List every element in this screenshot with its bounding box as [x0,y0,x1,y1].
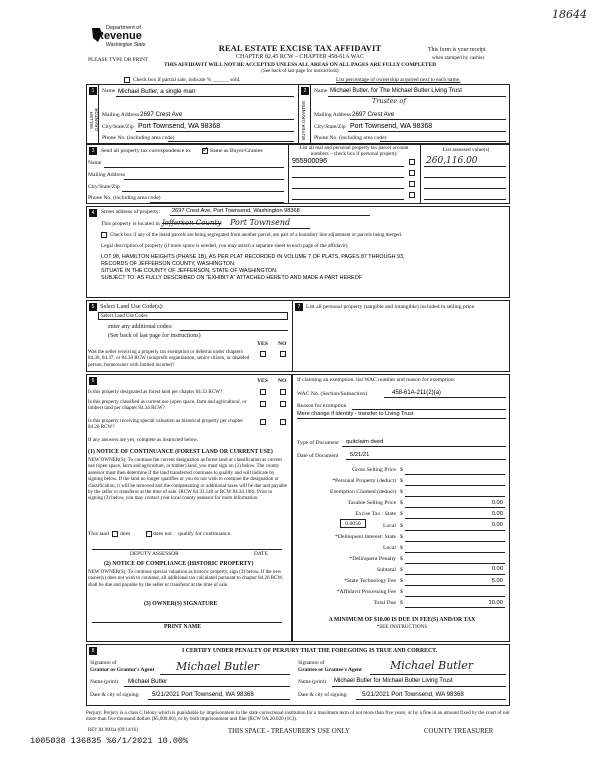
grantee-city[interactable]: Port Townsend, WA 98368 [350,123,433,130]
grantor-signature[interactable]: Michael Butler [176,660,259,673]
tax-row-label: Local [383,544,396,551]
perjury-notice: Perjury: Perjury is a class C felony which is punishable by imprisonment in the state correctional institution for a maximum term of not more than five years, or by a fine in an amount fixed by the court of not more than five thousand dollars ($5,000.00), or by both imprisonment and fine (RCW 9A.20.020 (1C)). [86,710,510,723]
tax-row-line [405,596,505,597]
property-street-address[interactable]: 2697 Crest Ave, Port Townsend, Washington 98368 [172,208,300,214]
tax-row-line [405,474,505,475]
dollar-sign: $ [400,522,403,529]
located-struck: Jefferson County [162,219,222,227]
tax-row-label: Taxable Selling Price [347,500,396,507]
section-3-badge: 3 [89,147,97,155]
dollar-sign: $ [400,578,403,584]
sec5-no-checkbox[interactable] [280,351,286,357]
grantor-date-city[interactable]: 5/21/2021 Port Townsend, WA 98368 [152,691,254,698]
dollar-sign: $ [400,500,403,507]
assessed-value[interactable]: 260,116.00 [426,156,478,166]
see-back-note: (See back of last page for instructions) [261,69,339,74]
does-qualify-checkbox[interactable] [112,531,118,537]
wac-number[interactable]: 458-61A-211(2)(a) [392,390,441,396]
seller-grantor-label: SELLER GRANTOR [89,108,99,132]
county-treasurer-label: COUNTY TREASURER [424,728,494,735]
type-or-print-note: PLEASE TYPE OR PRINT [88,57,149,63]
section-7-badge: 7 [295,303,303,311]
dollar-sign: $ [400,566,403,573]
form-title: REAL ESTATE EXCISE TAX AFFIDAVIT [218,44,382,53]
tax-row-label: Total Due [373,600,396,607]
sec5-yes-checkbox[interactable] [260,351,266,357]
grantee-name[interactable]: Michael Butler, for The Michael Butler Living Trust [330,88,462,94]
tax-row-value[interactable]: 5.00 [491,577,503,584]
document-type[interactable]: quitclaim deed [346,439,384,445]
exemption-reason[interactable]: Mere change if identity - transfer to Living Trust [297,411,414,417]
tax-row-line [405,574,505,575]
personal-property-checkbox-1[interactable] [409,159,415,165]
grantee-signature[interactable]: Michael Butler [390,659,473,672]
partial-sale-checkbox[interactable] [124,77,130,83]
grantor-city[interactable]: Port Townsend, WA 98368 [138,123,221,130]
treasurer-space-label: THIS SPACE - TREASURER'S USE ONLY [228,728,350,735]
tax-row-line [405,530,505,531]
tax-row-label: *State Technology Fee [344,578,396,584]
dollar-sign: $ [400,544,403,551]
tax-row-line [405,563,505,564]
handwritten-page-number: 18644 [552,8,587,21]
tax-row-line [405,496,505,497]
local-rate[interactable]: 0.0050 [340,519,366,528]
does-not-qualify-checkbox[interactable] [146,531,152,537]
dollar-sign: $ [400,489,403,496]
tax-row-label: *Delinquent Penalty [349,555,396,562]
grantor-print-name[interactable]: Michael Butler [128,678,168,685]
tax-row-label: *Affidavit Processing Fee [336,589,396,596]
parcel-number[interactable]: 955900096 [292,158,328,165]
grantor-name[interactable]: Michael Butler, a single man [118,88,196,95]
historic-yes-checkbox[interactable] [260,419,266,425]
dollar-sign: $ [400,511,403,518]
tax-row-value[interactable]: 0.00 [491,510,503,517]
located-in-value[interactable]: Port Townsend [230,218,291,227]
tax-row-line [405,552,505,553]
certify-statement: I CERTIFY UNDER PENALTY OF PERJURY THAT THE FOREGOING IS TRUE AND CORRECT. [182,648,438,654]
tax-row-line [405,585,505,586]
section-8-badge: 8 [89,647,97,655]
buyer-grantee-label: BUYER GRANTEE [301,100,306,140]
tax-row-line [405,507,505,508]
section-4-badge: 4 [89,209,97,217]
partial-sale-label: Check box if partial sale, indicate % ______ sold. [133,77,241,83]
forest-yes-checkbox[interactable] [260,389,266,395]
grantee-date-city[interactable]: 5/21/2021 Port Townsend, WA 98368 [362,691,464,698]
grantee-mailing-address[interactable]: 2697 Crest Ave [352,111,395,118]
current-use-no-checkbox[interactable] [280,401,286,407]
current-use-yes-checkbox[interactable] [260,401,266,407]
section-6-badge: 6 [89,377,97,385]
section-2-badge: 2 [301,87,309,95]
tax-row-label: Local [383,522,396,529]
personal-property-checkbox-2[interactable] [409,170,415,176]
completion-warning: THIS AFFIDAVIT WILL NOT BE ACCEPTED UNLESS ALL AREAS ON ALL PAGES ARE FULLY COMPLETED [163,62,436,68]
tax-row-value[interactable]: 0.00 [491,499,503,506]
segregated-checkbox[interactable] [101,232,107,238]
tax-row-value[interactable]: 10.00 [488,599,503,606]
ownership-note: List percentage of ownership acquired next to each name. [336,77,461,83]
grantee-print-name[interactable]: Michael Butler for Michael Butler Living Trust [334,678,453,684]
tax-row-label: Exemption Claimed (deduct) [329,489,396,496]
dollar-sign: $ [400,589,403,596]
tax-row-line [405,485,505,486]
tax-row-line [405,607,505,608]
tax-row-value[interactable]: 0.00 [491,522,503,528]
treasurer-stamp: 1005038 136835 %6/1/2021 10.00% [30,736,189,746]
tax-row-label: *Delinquent Interest: State [335,533,396,540]
tax-row-label: Gross Selling Price [352,467,396,473]
dollar-sign: $ [400,600,403,607]
document-date[interactable]: 5/21/21 [350,452,370,458]
personal-property-checkbox-3[interactable] [409,181,415,187]
tax-row-label: Excise Tax : State [355,511,396,518]
chapters-line: CHAPTER 82.45 RCW – CHAPTER 458-61A WAC [236,54,364,60]
legal-description[interactable]: LOT 98, HAMILTON HEIGHTS (PHASE 1B), AS PER PLAT RECORDED IN VOLUME 7 OF PLATS, PAGES 87 THROUGH 93, RECORDS OF JEFFERSON COUNTY, WASHINGTON. SITUATE IN THE COUNTY OF JEFFERSON, STATE OF WASHINGTON. SUBJECT TO: AS FULLY DESCRIBED ON "EXHIBIT A" ATTACHED HERETO AND MADE A PART HEREOF [101,254,405,281]
dollar-sign: $ [400,478,403,485]
tax-row-value[interactable]: 0.00 [491,566,503,573]
personal-property-checkbox-4[interactable] [409,192,415,198]
forest-no-checkbox[interactable] [280,389,286,395]
dollar-sign: $ [400,555,403,562]
receipt-note-2: when stamped by cashier. [432,55,486,61]
grantor-mailing-address[interactable]: 2697 Crest Ave [140,111,183,118]
section-5-badge: 5 [89,303,97,311]
dollar-sign: $ [400,533,403,540]
tax-row-line [405,518,505,519]
tax-row-label: Subtotal [377,566,396,573]
trustee-handwritten: Trustee of [372,97,406,105]
form-revision: REV 84 0001a (09/14/16) [88,728,138,733]
dollar-sign: $ [400,467,403,473]
land-use-select[interactable]: Select Land Use Codes [98,312,288,320]
tax-row-label: *Personal Property (deduct) [332,478,396,485]
tax-row-line [405,541,505,542]
receipt-note-1: This form is your receipt [428,47,486,53]
property-section [86,206,510,298]
section-1-badge: 1 [89,87,97,95]
historic-no-checkbox[interactable] [280,419,286,425]
